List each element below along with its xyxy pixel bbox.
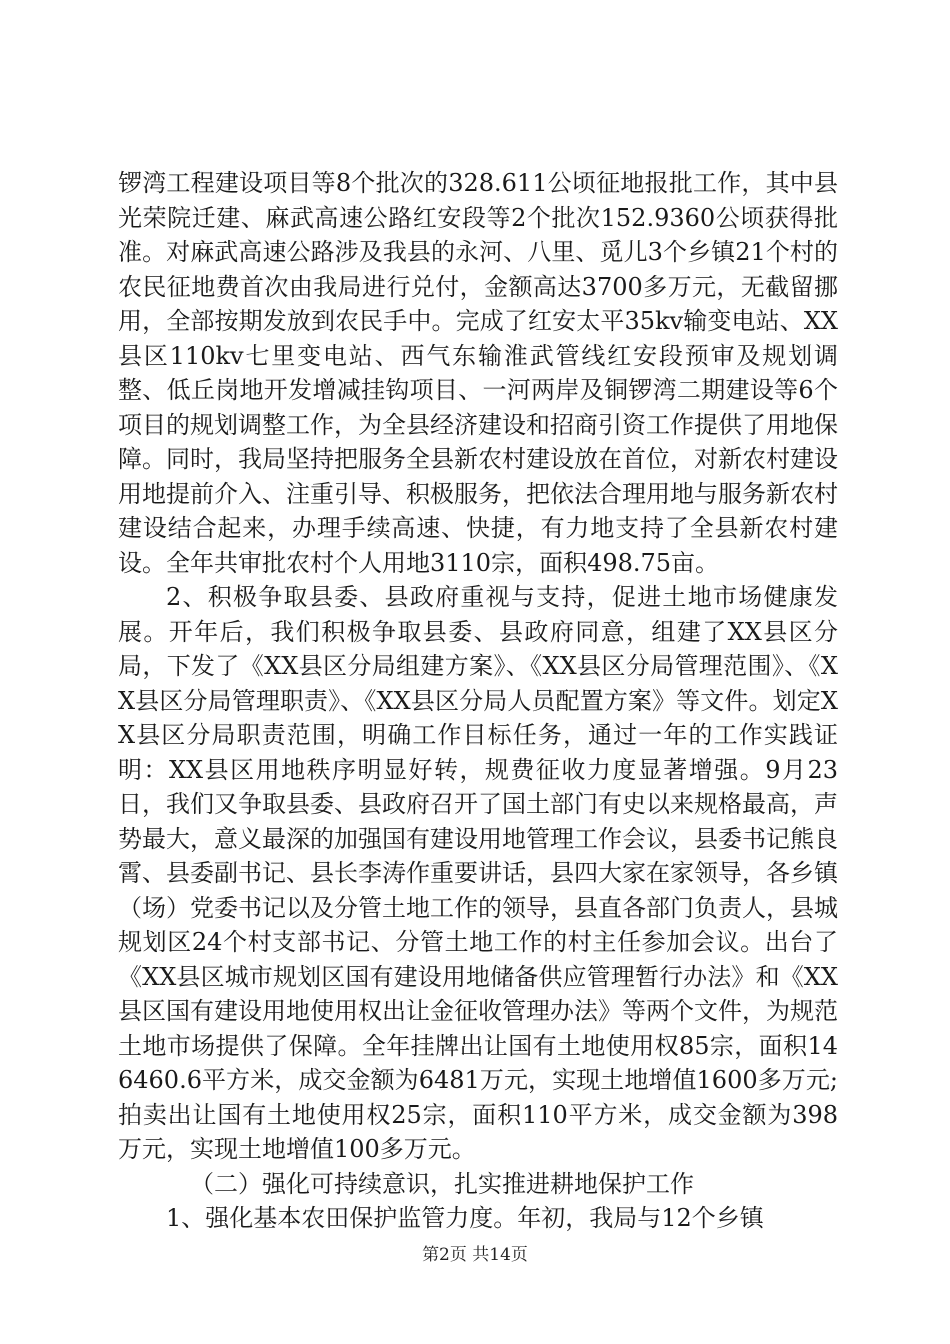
paragraph-land-market: 2、积极争取县委、县政府重视与支持，促进土地市场健康发展。开年后，我们积极争取县委、县政府同意，组建了XX县区分局，下发了《XX县区分局组建方案》、《XX县区分局管理范围》、《XX县区分局管理职责》、《XX县区分局人员配置方案》等文件。划定XX县区分局职责范围，明确工作目标任务，通过一年的工作实践证明：XX县区用地秩序明显好转，规费征收力度显著增强。9月23日，我们又争取县委、县政府召开了国土部门有史以来规格最高，声势最大，意义最深的加强国有建设用地管理工作会议，县委书记熊良霄、县委副书记、县长李涛作重要讲话，县四大家在家领导，各乡镇（场）党委书记以及分管土地工作的领导，县直各部门负责人，县城规划区24个村支部书记、分管土地工作的村主任参加会议。出台了《XX县区城市规划区国有建设用地储备供应管理暂行办法》和《XX县区国有建设用地使用权出让金征收管理办法》等两个文件，为规范土地市场提供了保障。全年挂牌出让国有土地使用权85宗，面积146460.6平方米，成交金额为6481万元，实现土地增值1600多万元;拍卖出让国有土地使用权25宗，面积110平方米，成交金额为398万元，实现土地增值100多万元。 (118, 583, 838, 1163)
paragraph-land-approval: 锣湾工程建设项目等8个批次的328.611公顷征地报批工作，其中县光荣院迁建、麻武高速公路红安段等2个批次152.9360公顷获得批准。对麻武高速公路涉及我县的永河、八里、觅儿3个乡镇21个村的农民征地费首次由我局进行兑付，金额高达3700多万元，无截留挪用，全部按期发放到农民手中。完成了红安太平35kv输变电站、XX县区110kv七里变电站、西气东输淮武管线红安段预审及规划调整、低丘岗地开发增减挂钩项目、一河两岸及铜锣湾二期建设等6个项目的规划调整工作，为全县经济建设和招商引资工作提供了用地保障。同时，我局坚持把服务全县新农村建设放在首位，对新农村建设用地提前介入、注重引导、积极服务，把依法合理用地与服务新农村建设结合起来，办理手续高速、快捷，有力地支持了全县新农村建设。全年共审批农村个人用地3110宗，面积498.75亩。 (118, 169, 838, 577)
section-heading-farmland-protection: （二）强化可持续意识，扎实推进耕地保护工作 (190, 1169, 694, 1198)
page-number-footer: 第2页 共14页 (422, 1245, 528, 1265)
paragraph-basic-farmland: 1、强化基本农田保护监管力度。年初，我局与12个乡镇 (166, 1204, 764, 1232)
document-body (118, 166, 838, 1236)
